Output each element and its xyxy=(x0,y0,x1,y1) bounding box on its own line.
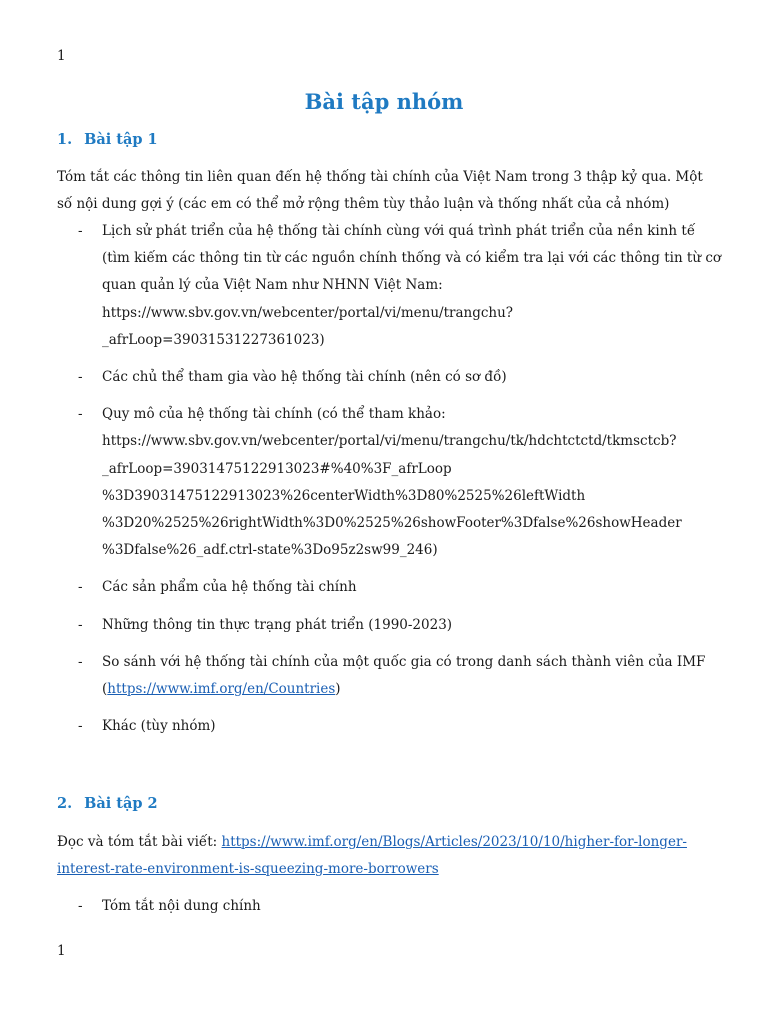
bullet-line: %3Dfalse%26_adf.ctrl-state%3Do95z2sw99_246) xyxy=(102,542,438,559)
bullet-line: _afrLoop=39031531227361023) xyxy=(102,331,325,348)
imf-blog-link[interactable]: https://www.imf.org/en/Blogs/Articles/2023/10/10/higher-for-longer- xyxy=(221,834,687,850)
bullet-line: Lịch sử phát triển của hệ thống tài chính cùng với quá trình phát triển của nền kinh tế xyxy=(102,223,696,239)
imf-countries-link[interactable]: https://www.imf.org/en/Countries xyxy=(107,681,336,698)
imf-blog-link-continued[interactable]: interest-rate-environment-is-squeezing-more-borrowers xyxy=(57,861,439,877)
section-1-bullet-list xyxy=(57,218,722,750)
list-item xyxy=(57,612,707,639)
bullet-line: Các sản phẩm của hệ thống tài chính xyxy=(102,579,357,596)
list-item xyxy=(57,713,707,740)
bullet-line: (tìm kiếm các thông tin từ các nguồn chính thống và có kiểm tra lại với các thông tin từ cơ xyxy=(102,250,722,267)
section-2-intro-text: Đọc và tóm tắt bài viết: xyxy=(57,834,222,850)
bullet-dash: - xyxy=(78,223,83,239)
list-item xyxy=(57,401,707,564)
list-item xyxy=(57,364,707,391)
bullet-dash: - xyxy=(78,406,83,423)
page-number-top: 1 xyxy=(57,48,66,64)
list-item xyxy=(57,649,707,703)
bullet-dash: - xyxy=(78,579,83,596)
bullet-line: Những thông tin thực trạng phát triển (1990-2023) xyxy=(102,616,453,633)
bullet-dash: - xyxy=(78,369,83,386)
bullet-dash: - xyxy=(78,616,83,633)
bullet-dash: - xyxy=(78,718,83,735)
section-2-title: Bài tập 2 xyxy=(84,795,158,812)
bullet-line: Khác (tùy nhóm) xyxy=(102,718,216,735)
bullet-line: Quy mô của hệ thống tài chính (có thể tham khảo: xyxy=(102,406,446,423)
section-2-bullet-list xyxy=(57,893,707,930)
close-paren: ) xyxy=(335,681,341,698)
bullet-line: %3D20%2525%26rightWidth%3D0%2525%26showFooter%3Dfalse%26showHeader xyxy=(102,515,682,532)
section-1-heading xyxy=(57,130,158,150)
section-1-intro: Tóm tắt các thông tin liên quan đến hệ thống tài chính của Việt Nam trong 3 thập kỷ qua. Một số nội dung gợi ý (các em có thể mở rộng thêm tùy thảo luận và thống nhất của cả nhóm) xyxy=(57,169,703,212)
bullet-dash: - xyxy=(78,898,83,914)
bullet-line: Tóm tắt nội dung chính xyxy=(102,898,261,914)
page-number-bottom: 1 xyxy=(57,943,66,959)
list-item xyxy=(57,893,707,920)
bullet-line xyxy=(102,676,707,703)
bullet-line: https://www.sbv.gov.vn/webcenter/portal/vi/menu/trangchu? xyxy=(102,304,514,321)
bullet-line: So sánh với hệ thống tài chính của một quốc gia có trong danh sách thành viên của IMF xyxy=(102,653,706,670)
section-2-number: 2. xyxy=(57,795,73,812)
bullet-line: https://www.sbv.gov.vn/webcenter/portal/vi/menu/trangchu/tk/hdchtctctd/tkmsctcb? xyxy=(102,433,677,450)
bullet-dash: - xyxy=(78,653,83,670)
section-1-title: Bài tập 1 xyxy=(84,131,158,148)
bullet-line: Các chủ thể tham gia vào hệ thống tài chính (nên có sơ đồ) xyxy=(102,369,507,386)
section-2-intro xyxy=(57,829,707,883)
bullet-line: %3D39031475122913023%26centerWidth%3D80%2525%26leftWidth xyxy=(102,487,586,504)
list-item xyxy=(57,574,707,601)
document-title: Bài tập nhóm xyxy=(304,89,464,114)
bullet-line: _afrLoop=39031475122913023#%40%3F_afrLoop xyxy=(102,460,452,477)
section-1-number: 1. xyxy=(57,131,73,148)
open-paren: ( xyxy=(102,681,108,698)
section-2-heading xyxy=(57,794,158,814)
bullet-line: quan quản lý của Việt Nam như NHNN Việt Nam: xyxy=(102,277,443,294)
list-item xyxy=(57,218,722,354)
